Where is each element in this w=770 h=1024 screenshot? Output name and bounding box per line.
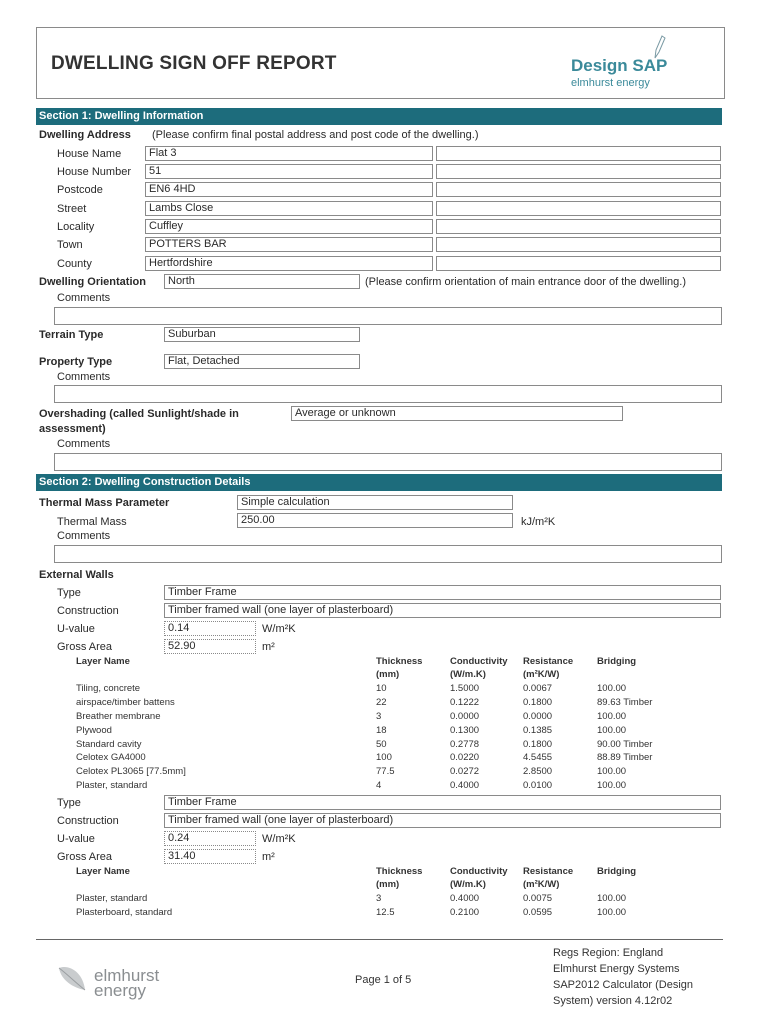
layer-conductivity: 0.1222 (450, 697, 480, 708)
field-label: Locality (57, 221, 95, 233)
layer-bridging: 100.00 (597, 780, 627, 791)
field-label: Postcode (57, 184, 103, 196)
layer-name: Celotex GA4000 (76, 752, 146, 763)
wall-uvalue-field[interactable]: 0.24 (164, 831, 256, 846)
orientation-comments-field[interactable] (54, 307, 722, 325)
layer-resistance: 4.5455 (523, 752, 553, 763)
tm-label: Thermal Mass (57, 516, 127, 528)
wall-type-field[interactable]: Timber Frame (164, 795, 721, 810)
comments-label: Comments (57, 438, 111, 450)
layer-resistance: 0.0000 (523, 711, 553, 722)
orientation-field[interactable]: North (164, 274, 360, 289)
col-resistance-unit: (m²K/W) (523, 669, 560, 680)
type-label: Type (57, 587, 81, 599)
col-layer-name: Layer Name (76, 656, 130, 667)
logo-elmhurst: elmhurst energy (571, 77, 650, 89)
layer-bridging: 100.00 (597, 725, 627, 736)
col-conductivity: Conductivity (450, 656, 508, 667)
layer-bridging: 90.00 Timber (597, 739, 653, 750)
layer-name: Celotex PL3065 [77.5mm] (76, 766, 186, 777)
extra-field[interactable] (436, 237, 721, 252)
layer-thickness: 18 (376, 725, 387, 736)
col-conductivity: Conductivity (450, 866, 508, 877)
field-label: Street (57, 203, 87, 215)
wall-type-field[interactable]: Timber Frame (164, 585, 721, 600)
layer-bridging: 88.89 Timber (597, 752, 653, 763)
area-label: Gross Area (57, 641, 113, 653)
layer-conductivity: 0.0220 (450, 752, 480, 763)
layer-name: Breather membrane (76, 711, 161, 722)
tm-unit: kJ/m²K (521, 516, 556, 528)
col-layer-name: Layer Name (76, 866, 130, 877)
street-field[interactable]: Lambs Close (145, 201, 433, 216)
postcode-field[interactable]: EN6 4HD (145, 182, 433, 197)
layer-thickness: 3 (376, 893, 382, 904)
tmp-field[interactable]: Simple calculation (237, 495, 513, 510)
extra-field[interactable] (436, 164, 721, 179)
layer-name: Plasterboard, standard (76, 907, 173, 918)
property-field[interactable]: Flat, Detached (164, 354, 360, 369)
layer-resistance: 0.0100 (523, 780, 553, 791)
locality-field[interactable]: Cuffley (145, 219, 433, 234)
tm-comments-field[interactable] (54, 545, 722, 563)
col-conductivity-unit: (W/m.K) (450, 669, 486, 680)
layer-thickness: 100 (376, 752, 392, 763)
wall-uvalue-field[interactable]: 0.14 (164, 621, 256, 636)
property-label: Property Type (39, 356, 113, 368)
section-2-heading: Section 2: Dwelling Construction Details (36, 474, 722, 491)
footer-logo-energy: energy (94, 981, 146, 1000)
field-label: House Name (57, 148, 122, 160)
wall-construction-field[interactable]: Timber framed wall (one layer of plasterboard) (164, 603, 721, 618)
orientation-label: Dwelling Orientation (39, 276, 146, 288)
layer-thickness: 22 (376, 697, 387, 708)
layer-bridging: 100.00 (597, 766, 627, 777)
uvalue-label: U-value (57, 623, 95, 635)
layer-name: Plaster, standard (76, 780, 148, 791)
extra-field[interactable] (436, 182, 721, 197)
extra-field[interactable] (436, 146, 721, 161)
layer-name: Plaster, standard (76, 893, 148, 904)
uvalue-unit: W/m²K (262, 833, 296, 845)
extra-field[interactable] (436, 201, 721, 216)
footer-info-line: Regs Region: England (553, 947, 664, 959)
layer-thickness: 4 (376, 780, 382, 791)
footer-info-line: SAP2012 Calculator (Design (553, 979, 694, 991)
layer-conductivity: 0.4000 (450, 893, 480, 904)
layer-thickness: 50 (376, 739, 387, 750)
layer-conductivity: 0.0000 (450, 711, 480, 722)
tm-field[interactable]: 250.00 (237, 513, 513, 528)
extra-field[interactable] (436, 256, 721, 271)
col-thickness-unit: (mm) (376, 669, 400, 680)
layer-conductivity: 0.2778 (450, 739, 480, 750)
layer-conductivity: 0.2100 (450, 907, 480, 918)
col-resistance: Resistance (523, 656, 574, 667)
property-comments-field[interactable] (54, 385, 722, 403)
layer-name: Tiling, concrete (76, 683, 141, 694)
layer-name: Standard cavity (76, 739, 142, 750)
external-walls-label: External Walls (39, 569, 114, 581)
field-label: House Number (57, 166, 131, 178)
uvalue-label: U-value (57, 833, 95, 845)
overshading-label-2: assessment) (39, 423, 106, 435)
type-label: Type (57, 797, 81, 809)
wall-construction-field[interactable]: Timber framed wall (one layer of plasterboard) (164, 813, 721, 828)
layer-resistance: 0.1385 (523, 725, 553, 736)
extra-field[interactable] (436, 219, 721, 234)
footer-info-line: System) version 4.12r02 (553, 995, 673, 1007)
col-conductivity-unit: (W/m.K) (450, 879, 486, 890)
field-label: Town (57, 239, 83, 251)
house-number-field[interactable]: 51 (145, 164, 433, 179)
house-name-field[interactable]: Flat 3 (145, 146, 433, 161)
overshading-comments-field[interactable] (54, 453, 722, 471)
footer-divider (36, 939, 723, 940)
col-thickness: Thickness (376, 866, 423, 877)
layer-resistance: 0.0075 (523, 893, 553, 904)
layer-bridging: 100.00 (597, 683, 627, 694)
col-thickness-unit: (mm) (376, 879, 400, 890)
dwelling-address-label: Dwelling Address (39, 129, 131, 141)
section-1-heading: Section 1: Dwelling Information (36, 108, 722, 125)
layer-conductivity: 0.1300 (450, 725, 480, 736)
comments-label: Comments (57, 371, 111, 383)
layer-bridging: 100.00 (597, 907, 627, 918)
wall-area-field[interactable]: 52.90 (164, 639, 256, 654)
layer-bridging: 100.00 (597, 893, 627, 904)
col-bridging: Bridging (597, 656, 637, 667)
layer-thickness: 12.5 (376, 907, 395, 918)
layer-resistance: 0.0595 (523, 907, 553, 918)
layer-name: airspace/timber battens (76, 697, 175, 708)
construction-label: Construction (57, 815, 119, 827)
logo-design-sap: Design SAP (571, 56, 668, 75)
layer-thickness: 3 (376, 711, 382, 722)
layer-resistance: 2.8500 (523, 766, 553, 777)
layer-conductivity: 0.0272 (450, 766, 480, 777)
area-label: Gross Area (57, 851, 113, 863)
comments-label: Comments (57, 292, 111, 304)
report-title: DWELLING SIGN OFF REPORT (51, 53, 337, 74)
layer-thickness: 77.5 (376, 766, 395, 777)
layer-bridging: 100.00 (597, 711, 627, 722)
area-unit: m² (262, 851, 275, 863)
address-note: (Please confirm final postal address and post code of the dwelling.) (152, 129, 479, 141)
layer-resistance: 0.1800 (523, 739, 553, 750)
footer-logo-elmhurst: elmhurst (94, 966, 160, 985)
layer-resistance: 0.1800 (523, 697, 553, 708)
layer-conductivity: 1.5000 (450, 683, 480, 694)
comments-label: Comments (57, 530, 111, 542)
overshading-field[interactable]: Average or unknown (291, 406, 623, 421)
layer-bridging: 89.63 Timber (597, 697, 653, 708)
col-resistance-unit: (m²K/W) (523, 879, 560, 890)
elmhurst-leaf-icon (55, 960, 91, 996)
orientation-note: (Please confirm orientation of main entrance door of the dwelling.) (365, 276, 687, 288)
col-resistance: Resistance (523, 866, 574, 877)
tmp-label: Thermal Mass Parameter (39, 497, 170, 509)
col-thickness: Thickness (376, 656, 423, 667)
layer-resistance: 0.0067 (523, 683, 553, 694)
construction-label: Construction (57, 605, 119, 617)
overshading-label: Overshading (called Sunlight/shade in (39, 408, 239, 420)
layer-thickness: 10 (376, 683, 387, 694)
field-label: County (57, 258, 92, 270)
town-field[interactable]: POTTERS BAR (145, 237, 433, 252)
county-field[interactable]: Hertfordshire (145, 256, 433, 271)
terrain-field[interactable]: Suburban (164, 327, 360, 342)
area-unit: m² (262, 641, 275, 653)
layer-name: Plywood (76, 725, 112, 736)
uvalue-unit: W/m²K (262, 623, 296, 635)
terrain-label: Terrain Type (39, 329, 104, 341)
footer-info-line: Elmhurst Energy Systems (553, 963, 680, 975)
wall-area-field[interactable]: 31.40 (164, 849, 256, 864)
col-bridging: Bridging (597, 866, 637, 877)
layer-conductivity: 0.4000 (450, 780, 480, 791)
page-number: Page 1 of 5 (355, 974, 412, 986)
